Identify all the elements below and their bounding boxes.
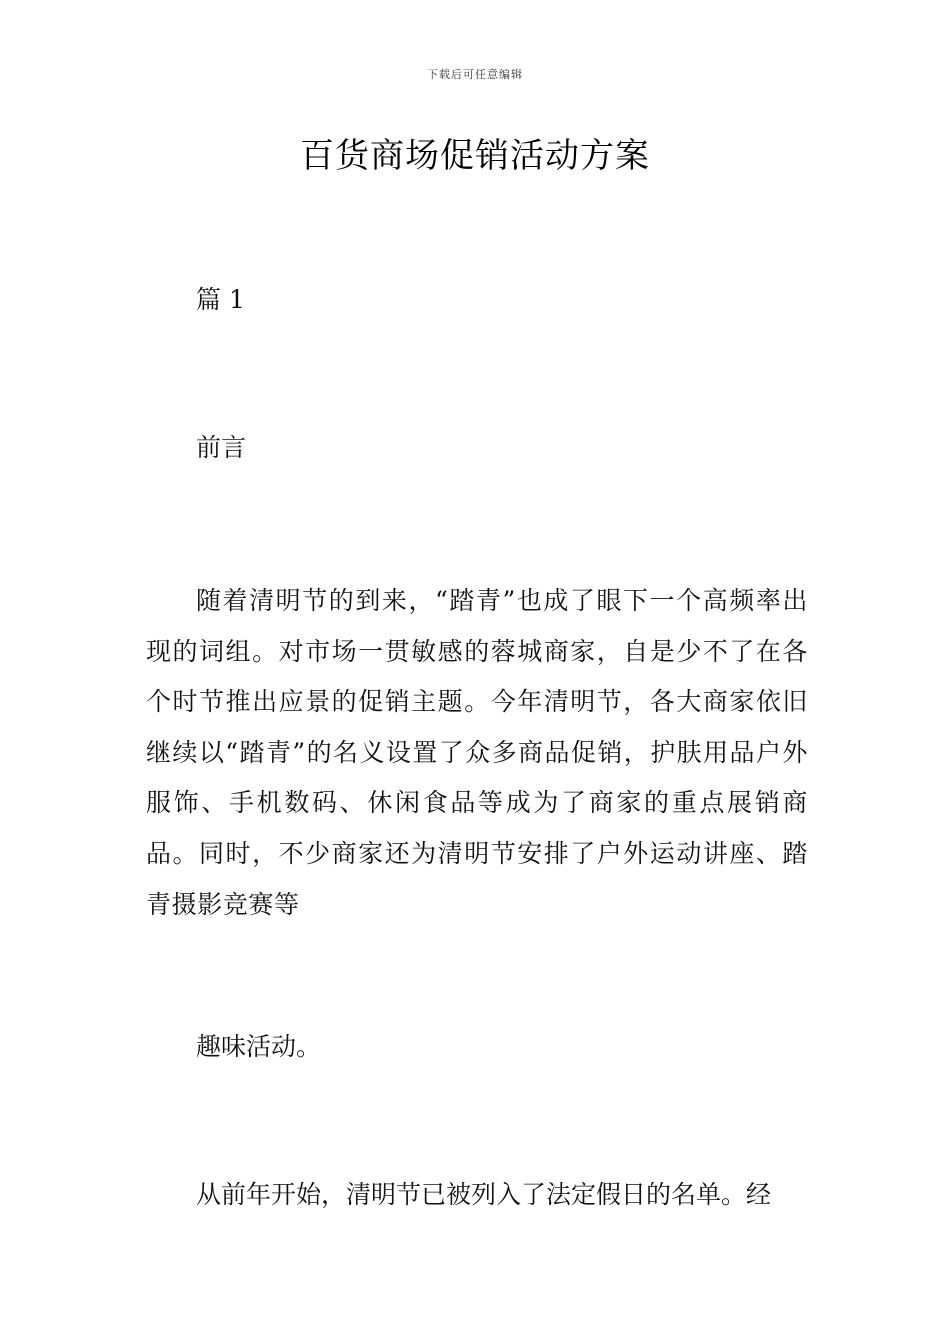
paragraph-fun-activities: 趣味活动。	[196, 1032, 322, 1061]
document-title: 百货商场促销活动方案	[300, 136, 650, 176]
preface-heading: 前言	[196, 433, 247, 462]
paragraph-holiday: 从前年开始，清明节已被列入了法定假日的名单。经	[196, 1180, 772, 1209]
header-note: 下载后可任意编辑	[427, 68, 523, 81]
section-label: 篇 1	[196, 285, 245, 314]
paragraph-intro: 随着清明节的到来，“踏青”也成了眼下一个高频率出现的词组。对市场一贯敏感的蓉城商家，自是少不了在各个时节推出应景的促销主题。今年清明节，各大商家依旧继续以“踏青”的名义设置了众多商品促销，护肤用品户外服饰、手机数码、休闲食品等成为了商家的重点展销商品。同时，不少商家还为清明节安排了户外运动讲座、踏青摄影竞赛等	[146, 586, 808, 919]
